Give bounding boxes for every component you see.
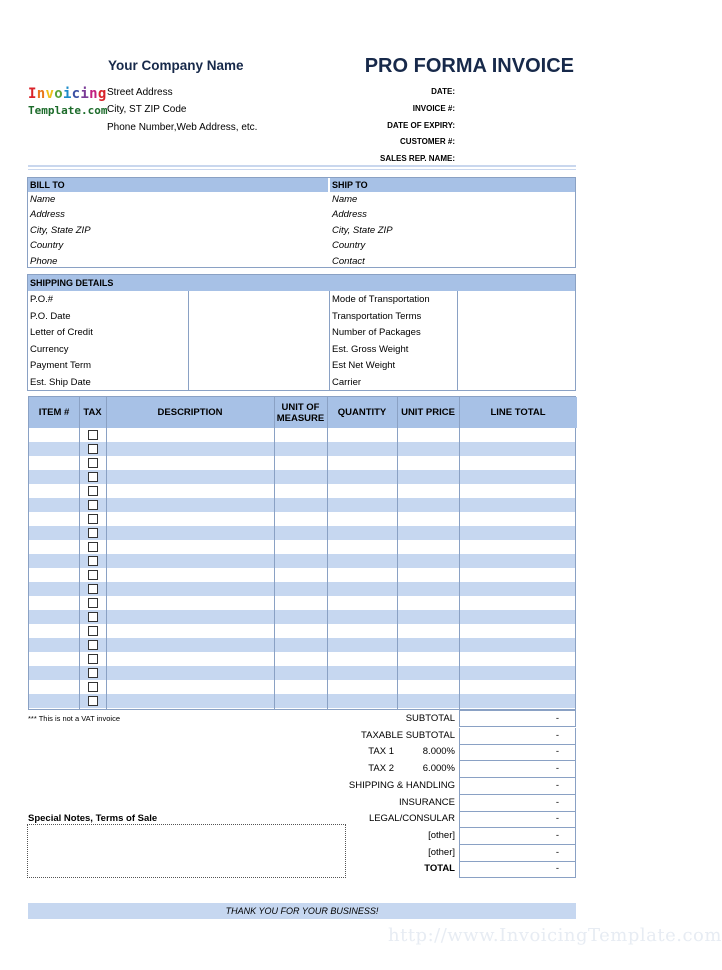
tax-checkbox[interactable] [88,444,98,454]
table-row[interactable] [29,582,575,596]
tax-checkbox[interactable] [88,612,98,622]
vat-note: *** This is not a VAT invoice [28,714,120,723]
thank-you-banner: THANK YOU FOR YOUR BUSINESS! [28,903,576,919]
table-row[interactable] [29,680,575,694]
logo-letter: n [89,86,98,102]
date-of-expiry-label: DATE OF EXPIRY: [387,121,455,130]
col-unit-price: UNIT PRICE [397,397,459,428]
column-divider [397,397,398,709]
company-city: City, ST ZIP Code [107,104,187,115]
logo-letter: o [54,86,63,102]
total-value[interactable]: - [459,811,576,828]
logo-letter: I [28,86,37,102]
total-label: [other] [428,846,455,858]
company-street: Street Address [107,87,173,98]
logo-letter: v [45,86,55,102]
bill-to-city[interactable]: City, State ZIP [30,224,91,236]
col-description: DESCRIPTION [106,397,274,428]
ship-to-contact[interactable]: Contact [332,255,365,267]
ship-to-block [330,178,575,269]
tax-checkbox[interactable] [88,514,98,524]
column-divider [274,397,275,709]
total-value[interactable]: - [459,845,576,862]
table-row[interactable] [29,470,575,484]
table-row[interactable] [29,442,575,456]
tax-checkbox[interactable] [88,668,98,678]
carrier-label: Carrier [332,376,362,388]
website-watermark: http://www.InvoicingTemplate.com [388,925,722,946]
table-row[interactable] [29,526,575,540]
total-value[interactable]: - [459,828,576,845]
col-tax: TAX [79,397,106,428]
special-notes-box[interactable] [27,824,346,878]
column-divider [459,397,460,709]
est-ship-date-label: Est. Ship Date [30,376,91,388]
transportation-terms-label: Transportation Terms [332,310,422,322]
ship-to-country[interactable]: Country [332,240,366,252]
ship-to-city[interactable]: City, State ZIP [332,224,393,236]
table-row[interactable] [29,484,575,498]
bill-to-country[interactable]: Country [30,240,64,252]
total-label: TAXABLE SUBTOTAL [361,729,455,741]
shipping-details-section [27,274,576,391]
col-unit-of-measure: UNIT OF MEASURE [274,397,327,428]
logo-line1 [28,86,106,102]
header-divider-thin [28,169,576,170]
tax-rate[interactable]: 6.000% [422,763,455,775]
table-row[interactable] [29,610,575,624]
logo-letter: i [62,86,72,102]
est-gross-weight-label: Est. Gross Weight [332,343,409,355]
table-row[interactable] [29,456,575,470]
line-items-table [28,396,576,710]
tax-checkbox[interactable] [88,682,98,692]
tax-checkbox[interactable] [88,626,98,636]
number-of-packages-label: Number of Packages [332,327,421,339]
currency-label: Currency [30,343,69,355]
bill-to-header: BILL TO [28,178,328,192]
col-quantity: QUANTITY [327,397,397,428]
col-item-number: ITEM # [29,397,79,428]
address-section [27,177,576,268]
total-label: SUBTOTAL [405,713,455,724]
total-label: TAX 1 [368,746,394,758]
total-value[interactable]: - [459,795,576,812]
tax-checkbox[interactable] [88,598,98,608]
table-row[interactable] [29,554,575,568]
shipping-right-labels [330,292,458,392]
tax-checkbox[interactable] [88,696,98,706]
invoicing-template-logo [28,86,106,126]
total-label: INSURANCE [399,796,455,808]
shipping-left-labels [28,292,188,392]
logo-letter: n [36,86,46,102]
total-label: TAX 2 [368,763,394,775]
column-divider [327,397,328,709]
bill-to-name[interactable]: Name [30,194,56,205]
table-row[interactable] [29,498,575,512]
table-row[interactable] [29,694,575,708]
tax-checkbox[interactable] [88,584,98,594]
table-row[interactable] [29,428,575,442]
company-name: Your Company Name [108,58,244,73]
invoice-title: PRO FORMA INVOICE [364,55,574,77]
table-row[interactable] [29,596,575,610]
customer-number-label: CUSTOMER #: [400,137,455,146]
table-row[interactable] [29,652,575,666]
tax-checkbox[interactable] [88,556,98,566]
ship-to-header: SHIP TO [330,178,575,192]
po-number-label: P.O.# [30,294,54,305]
tax-checkbox[interactable] [88,500,98,510]
column-divider [106,397,107,709]
tax-checkbox[interactable] [88,430,98,440]
tax-checkbox[interactable] [88,458,98,468]
total-value[interactable]: - [459,728,576,745]
tax-checkbox[interactable] [88,640,98,650]
po-date-label: P.O. Date [30,310,71,322]
total-label: SHIPPING & HANDLING [348,779,455,791]
table-row[interactable] [29,638,575,652]
est-net-weight-label: Est Net Weight [332,360,396,372]
mode-of-transportation-label: Mode of Transportation [332,294,430,305]
sales-rep-label: SALES REP. NAME: [380,154,455,163]
special-notes-title: Special Notes, Terms of Sale [28,813,158,824]
table-row[interactable] [29,666,575,680]
ship-to-name[interactable]: Name [332,194,358,205]
tax-checkbox[interactable] [88,570,98,580]
logo-letter: c [71,86,81,102]
total-value[interactable]: - [459,861,576,878]
total-label: [other] [428,829,455,841]
date-label: DATE: [431,87,455,96]
tax-checkbox[interactable] [88,654,98,664]
tax-checkbox[interactable] [88,486,98,496]
shipping-divider-1 [188,291,189,390]
tax-checkbox[interactable] [88,472,98,482]
total-label: LEGAL/CONSULAR [368,813,455,825]
bill-to-block [28,178,328,269]
logo-letter: g [97,86,107,102]
bill-to-address[interactable]: Address [30,209,65,221]
bill-to-phone[interactable]: Phone [30,255,58,267]
total-label: TOTAL [424,863,455,875]
table-row[interactable] [29,624,575,638]
column-divider [79,397,80,709]
tax-checkbox[interactable] [88,528,98,538]
logo-line2: Template.com [28,104,108,117]
total-value[interactable]: - [459,778,576,795]
letter-of-credit-label: Letter of Credit [30,327,93,339]
invoice-number-label: INVOICE #: [412,104,455,113]
col-line-total: LINE TOTAL [459,397,577,428]
tax-rate[interactable]: 8.000% [422,746,455,758]
table-row[interactable] [29,540,575,554]
total-value[interactable]: - [459,761,576,778]
tax-checkbox[interactable] [88,542,98,552]
ship-to-address[interactable]: Address [332,209,367,221]
header-divider [28,165,576,167]
total-value[interactable]: - [459,744,576,761]
payment-term-label: Payment Term [30,360,92,372]
table-row[interactable] [29,568,575,582]
logo-letter: i [80,86,90,102]
company-phone: Phone Number,Web Address, etc. [107,122,258,133]
total-value[interactable]: - [459,710,576,727]
table-row[interactable] [29,512,575,526]
shipping-details-header: SHIPPING DETAILS [28,275,575,291]
